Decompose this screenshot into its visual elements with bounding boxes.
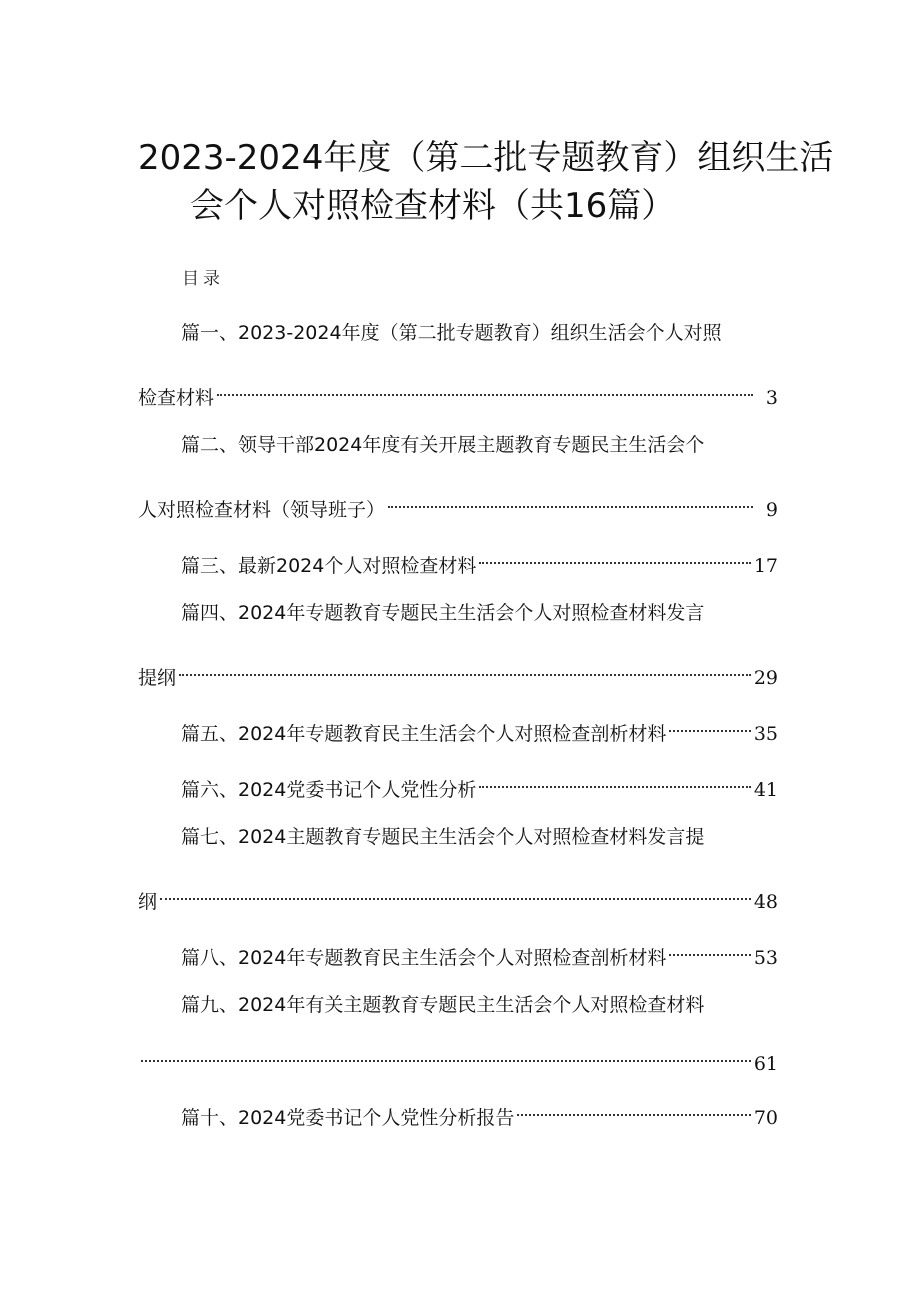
toc-page-number: 53 <box>753 947 778 969</box>
dot-leader <box>517 1094 750 1124</box>
toc-entry-text: 提纲 <box>138 667 177 689</box>
dot-leader <box>669 710 750 740</box>
toc-entry-9-line-1[interactable]: 篇九、2024年有关主题教育专题民主生活会个人对照检查材料 <box>181 994 705 1016</box>
toc-entry-5[interactable] <box>181 710 778 745</box>
toc-heading: 目录 <box>182 269 224 289</box>
toc-entry-text: 篇十、2024党委书记个人党性分析报告 <box>181 1107 515 1129</box>
toc-entry-text: 篇三、最新2024个人对照检查材料 <box>181 555 477 577</box>
toc-entry-text: 人对照检查材料（领导班子） <box>138 499 386 521</box>
dot-leader <box>669 934 750 964</box>
toc-entry-text: 篇八、2024年专题教育民主生活会个人对照检查剖析材料 <box>181 947 667 969</box>
toc-page-number: 3 <box>765 387 778 409</box>
toc-entry-8[interactable] <box>181 934 778 969</box>
toc-page-number: 61 <box>753 1053 778 1075</box>
toc-entry-3[interactable] <box>181 542 778 577</box>
toc-entry-1-line-2[interactable] <box>138 374 778 409</box>
toc-entry-4-line-1[interactable]: 篇四、2024年专题教育专题民主生活会个人对照检查材料发言 <box>181 602 705 624</box>
toc-entry-text: 检查材料 <box>138 387 215 409</box>
toc-entry-text: 篇五、2024年专题教育民主生活会个人对照检查剖析材料 <box>181 723 667 745</box>
document-title-line-2: 会个人对照检查材料（共16篇） <box>190 186 676 226</box>
toc-entry-7-line-2[interactable] <box>138 878 778 913</box>
toc-page-number: 29 <box>753 667 778 689</box>
toc-page-number: 35 <box>753 723 778 745</box>
toc-entry-2-line-1[interactable]: 篇二、领导干部2024年度有关开展主题教育专题民主生活会个 <box>181 434 705 456</box>
dot-leader <box>141 1040 751 1070</box>
dot-leader <box>388 486 753 516</box>
dot-leader <box>479 542 750 572</box>
dot-leader <box>179 654 751 684</box>
document-title-line-1: 2023-2024年度（第二批专题教育）组织生活 <box>138 138 834 178</box>
toc-page-number: 48 <box>753 891 778 913</box>
toc-entry-9-line-2[interactable] <box>138 1040 778 1075</box>
dot-leader <box>479 766 750 796</box>
toc-entry-2-line-2[interactable] <box>138 486 778 521</box>
toc-page-number: 70 <box>753 1107 778 1129</box>
toc-page-number: 9 <box>765 499 778 521</box>
toc-entry-1-line-1[interactable]: 篇一、2023-2024年度（第二批专题教育）组织生活会个人对照 <box>181 322 722 344</box>
toc-entry-7-line-1[interactable]: 篇七、2024主题教育专题民主生活会个人对照检查材料发言提 <box>181 826 705 848</box>
toc-entry-4-line-2[interactable] <box>138 654 778 689</box>
dot-leader <box>160 878 751 908</box>
toc-entry-text: 纲 <box>138 891 158 913</box>
dot-leader <box>217 374 753 404</box>
toc-entry-text: 篇六、2024党委书记个人党性分析 <box>181 779 477 801</box>
toc-page-number: 17 <box>753 555 778 577</box>
toc-entry-6[interactable] <box>181 766 778 801</box>
toc-page-number: 41 <box>753 779 778 801</box>
toc-entry-10[interactable] <box>181 1094 778 1129</box>
